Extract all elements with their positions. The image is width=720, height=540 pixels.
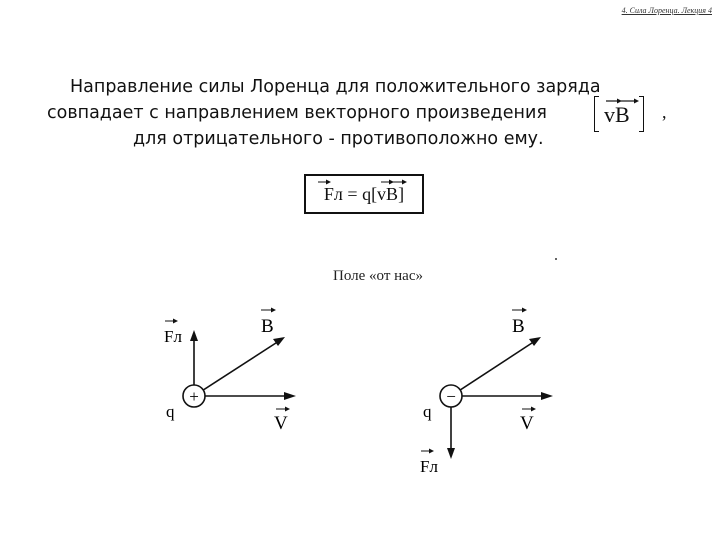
q-label-negative: q [423, 402, 432, 421]
vector-product-text: vB [604, 102, 630, 127]
lorentz-formula: Fл = q[vB] [304, 174, 424, 214]
b-arrow-positive [194, 341, 279, 396]
b-arrow-negative [451, 341, 535, 396]
b-label-negative: B [512, 316, 525, 337]
text-line-1: Направление силы Лоренца для положительного заряда [70, 77, 601, 97]
v-label-positive: V [274, 413, 288, 434]
text-line-3: для отрицательного - противоположно ему. [133, 129, 544, 149]
negative-charge-symbol: − [446, 387, 456, 406]
v-label-negative: V [520, 413, 534, 434]
b-label-positive: B [261, 316, 274, 337]
f-label-positive: Fл [164, 327, 182, 346]
slide-header: 4. Сила Лоренца. Лекция 4 [621, 6, 712, 15]
field-label: Поле «от нас» [333, 268, 423, 284]
f-label-negative: Fл [420, 457, 438, 476]
comma: , [662, 102, 667, 122]
text-line-2: совпадает с направлением векторного произведения [47, 103, 547, 123]
negative-charge-diagram [420, 308, 553, 477]
positive-charge-symbol: + [189, 387, 199, 406]
formula-vector-arrows [318, 180, 407, 185]
positive-charge-diagram [164, 308, 296, 435]
q-label-positive: q [166, 402, 175, 421]
